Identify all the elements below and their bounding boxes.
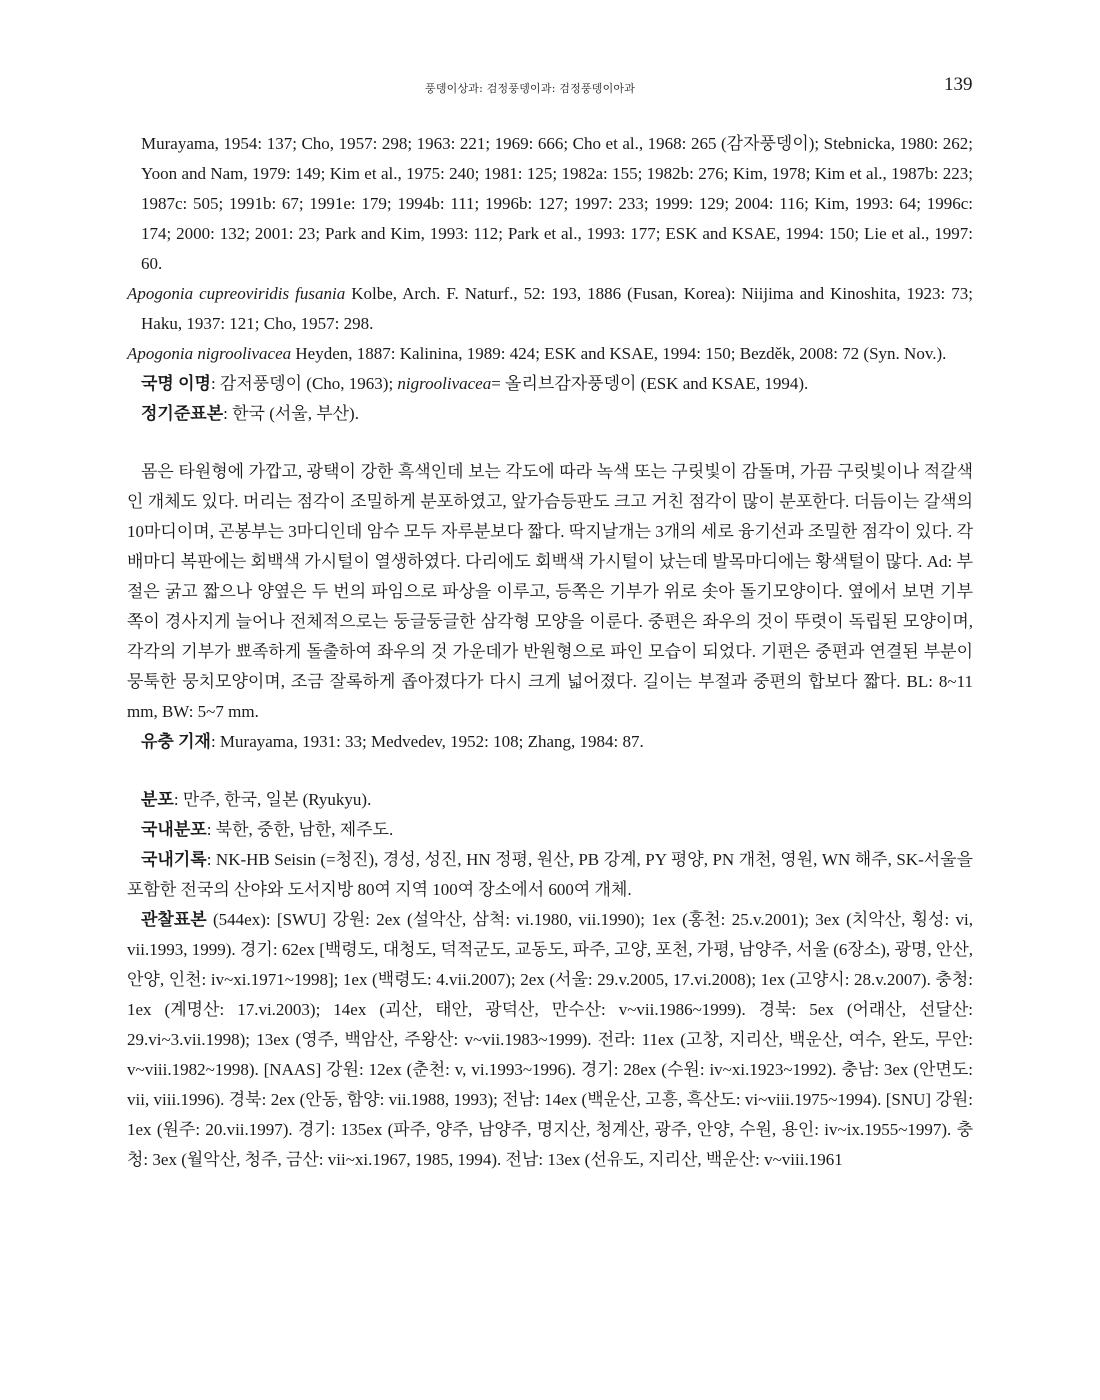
distribution-text: : 만주, 한국, 일본 (Ryukyu).: [173, 790, 372, 809]
korean-names-label: 국명 이명: [141, 374, 211, 393]
synonym-citation: Kolbe, Arch. F. Naturf., 52: 193, 1886 (Fusan, Korea): Niijima and Kinoshita, 1923: 73; Haku, 1937: 121; Cho, 1957: 298.: [141, 284, 973, 333]
records-label: 국내기록: [141, 850, 207, 869]
korean-names-text-b: = 올리브감자풍뎅이 (ESK and KSAE, 1994).: [491, 374, 809, 393]
domestic-distribution: [127, 815, 973, 845]
synonym-entry-fusania: [127, 279, 973, 339]
specimens-text: (544ex): [SWU] 강원: 2ex (설악산, 삼척: vi.1980, vii.1990); 1ex (홍천: 25.v.2001); 3ex (치악산, 횡성: vi, vii.1993, 1999). 경기: 62ex [백령도, 대청도, 덕적군도, 교동도, 파주, 고양, 포천, 가평, 남양주, 서울 (6장소), 광명, 안산, 안양, 인천: iv~xi.1971~1998]; 1ex (백령도: 4.vii.2007); 2ex (서울: 29.v.2005, 17.vi.2008); 1ex (고양시: 28.v.2007). 충청: 1ex (계명산: 17.vi.2003); 14ex (괴산, 태안, 광덕산, 만수산: v~vii.1986~1999). 경북: 5ex (어래산, 선달산: 29.vi~3.vii.1998); 13ex (영주, 백암산, 주왕산: v~vii.1983~1999). 전라: 11ex (고창, 지리산, 백운산, 여수, 완도, 무안: v~viii.1982~1998). [NAAS] 강원: 12ex (춘천: v, vi.1993~1996). 경기: 28ex (수원: iv~xi.1923~1992). 충남: 3ex (안면도: vii, viii.1996). 경북: 2ex (안동, 함양: vii.1988, 1993); 전남: 14ex (백운산, 고흥, 흑산도: vi~viii.1975~1994). [SNU] 강원: 1ex (원주: 20.vii.1997). 경기: 135ex (파주, 양주, 남양주, 명지산, 청계산, 광주, 안양, 수원, 용인: iv~ix.1955~1997). 충청: 3ex (월악산, 청주, 금산: vii~xi.1967, 1985, 1994). 전남: 13ex (선유도, 지리산, 백운산: v~viii.1961: [127, 910, 973, 1169]
examined-specimens: [127, 905, 973, 1175]
taxon-name: Apogonia cupreoviridis fusania: [127, 284, 346, 303]
larva-description: [127, 727, 973, 757]
distribution: [127, 785, 973, 815]
taxon-name: Apogonia nigroolivacea: [127, 344, 292, 363]
domestic-text: : 북한, 중한, 남한, 제주도.: [206, 820, 394, 839]
korean-names: [127, 369, 973, 399]
synonymy-continuation: Murayama, 1954: 137; Cho, 1957: 298; 1963: 221; 1969: 666; Cho et al., 1968: 265 (감자풍뎅이); Stebnicka, 1980: 262; Yoon and Nam, 1979: 149; Kim et al., 1975: 240; 1981: 125; 1982a: 155; 1982b: 276; Kim, 1978; Kim et al., 1987b: 223; 1987c: 505; 1991b: 67; 1991e: 179; 1994b: 111; 1996b: 127; 1997: 233; 1999: 129; 2004: 116; Kim, 1993: 64; 1996c: 174; 2000: 132; 2001: 23; Park and Kim, 1993: 112; Park et al., 1993: 177; ESK and KSAE, 1994: 150; Lie et al., 1997: 60.: [141, 134, 973, 273]
records-text: : NK-HB Seisin (=청진), 경성, 성진, HN 정평, 원산, PB 강계, PY 평양, PN 개천, 영원, WN 해주, SK-서울을 포함한 전국의 산야와 도서지방 80여 지역 100여 장소에서 600여 개체.: [127, 850, 973, 899]
synonym-entry-nigroolivacea: [127, 339, 973, 369]
distribution-label: 분포: [141, 790, 174, 809]
section-gap: [127, 429, 973, 457]
specimens-label: 관찰표본: [141, 910, 207, 929]
description-paragraph: 몸은 타원형에 가깝고, 광택이 강한 흑색인데 보는 각도에 따라 녹색 또는 구릿빛이 감돌며, 가끔 구릿빛이나 적갈색인 개체도 있다. 머리는 점각이 조밀하게 분포하였고, 앞가슴등판도 크고 거친 점각이 많이 분포한다. 더듬이는 갈색의 10마디이며, 곤봉부는 3마디인데 암수 모두 자루분보다 짧다. 딱지날개는 3개의 세로 융기선과 조밀한 점각이 있다. 각 배마디 복판에는 회백색 가시털이 열생하였다. 다리에도 회백색 가시털이 났는데 발목마디에는 황색털이 많다. Ad: 부절은 굵고 짧으나 양옆은 두 번의 파임으로 파상을 이루고, 등쪽은 기부가 위로 솟아 돌기모양이다. 옆에서 보면 기부 쪽이 경사지게 늘어나 전체적으로는 둥글둥글한 삼각형 모양을 이룬다. 중편은 좌우의 것이 뚜렷이 독립된 모양이며, 각각의 기부가 뾰족하게 돌출하여 좌우의 것 가운데가 반원형으로 파인 모습이 되었다. 기편은 중편과 연결된 부분이 뭉툭한 뭉치모양이며, 조금 잘록하게 좁아졌다가 다시 크게 넓어졌다. 길이는 부절과 중편의 합보다 짧다. BL: 8~11 mm, BW: 5~7 mm.: [127, 462, 973, 721]
larva-label: 유충 기재: [141, 732, 211, 751]
domestic-label: 국내분포: [141, 820, 207, 839]
page-body: [127, 129, 973, 1175]
larva-text: : Murayama, 1931: 33; Medvedev, 1952: 108; Zhang, 1984: 87.: [210, 732, 644, 751]
section-gap: [127, 757, 973, 785]
synonym-citation: Heyden, 1887: Kalinina, 1989: 424; ESK and KSAE, 1994: 150; Bezděk, 2008: 72 (Syn. Nov.).: [291, 344, 947, 363]
running-title: 풍뎅이상과: 검정풍뎅이과: 검정풍뎅이아과: [425, 82, 636, 95]
korean-names-italic: nigroolivacea: [397, 374, 492, 393]
type-label: 정기준표본: [141, 404, 224, 423]
type-specimen: [127, 399, 973, 429]
korean-names-text: : 감저풍뎅이 (Cho, 1963);: [210, 374, 398, 393]
type-text: : 한국 (서울, 부산).: [223, 404, 359, 423]
domestic-records: [127, 845, 973, 905]
page-number: 139: [944, 74, 973, 95]
running-header: [0, 74, 1100, 98]
